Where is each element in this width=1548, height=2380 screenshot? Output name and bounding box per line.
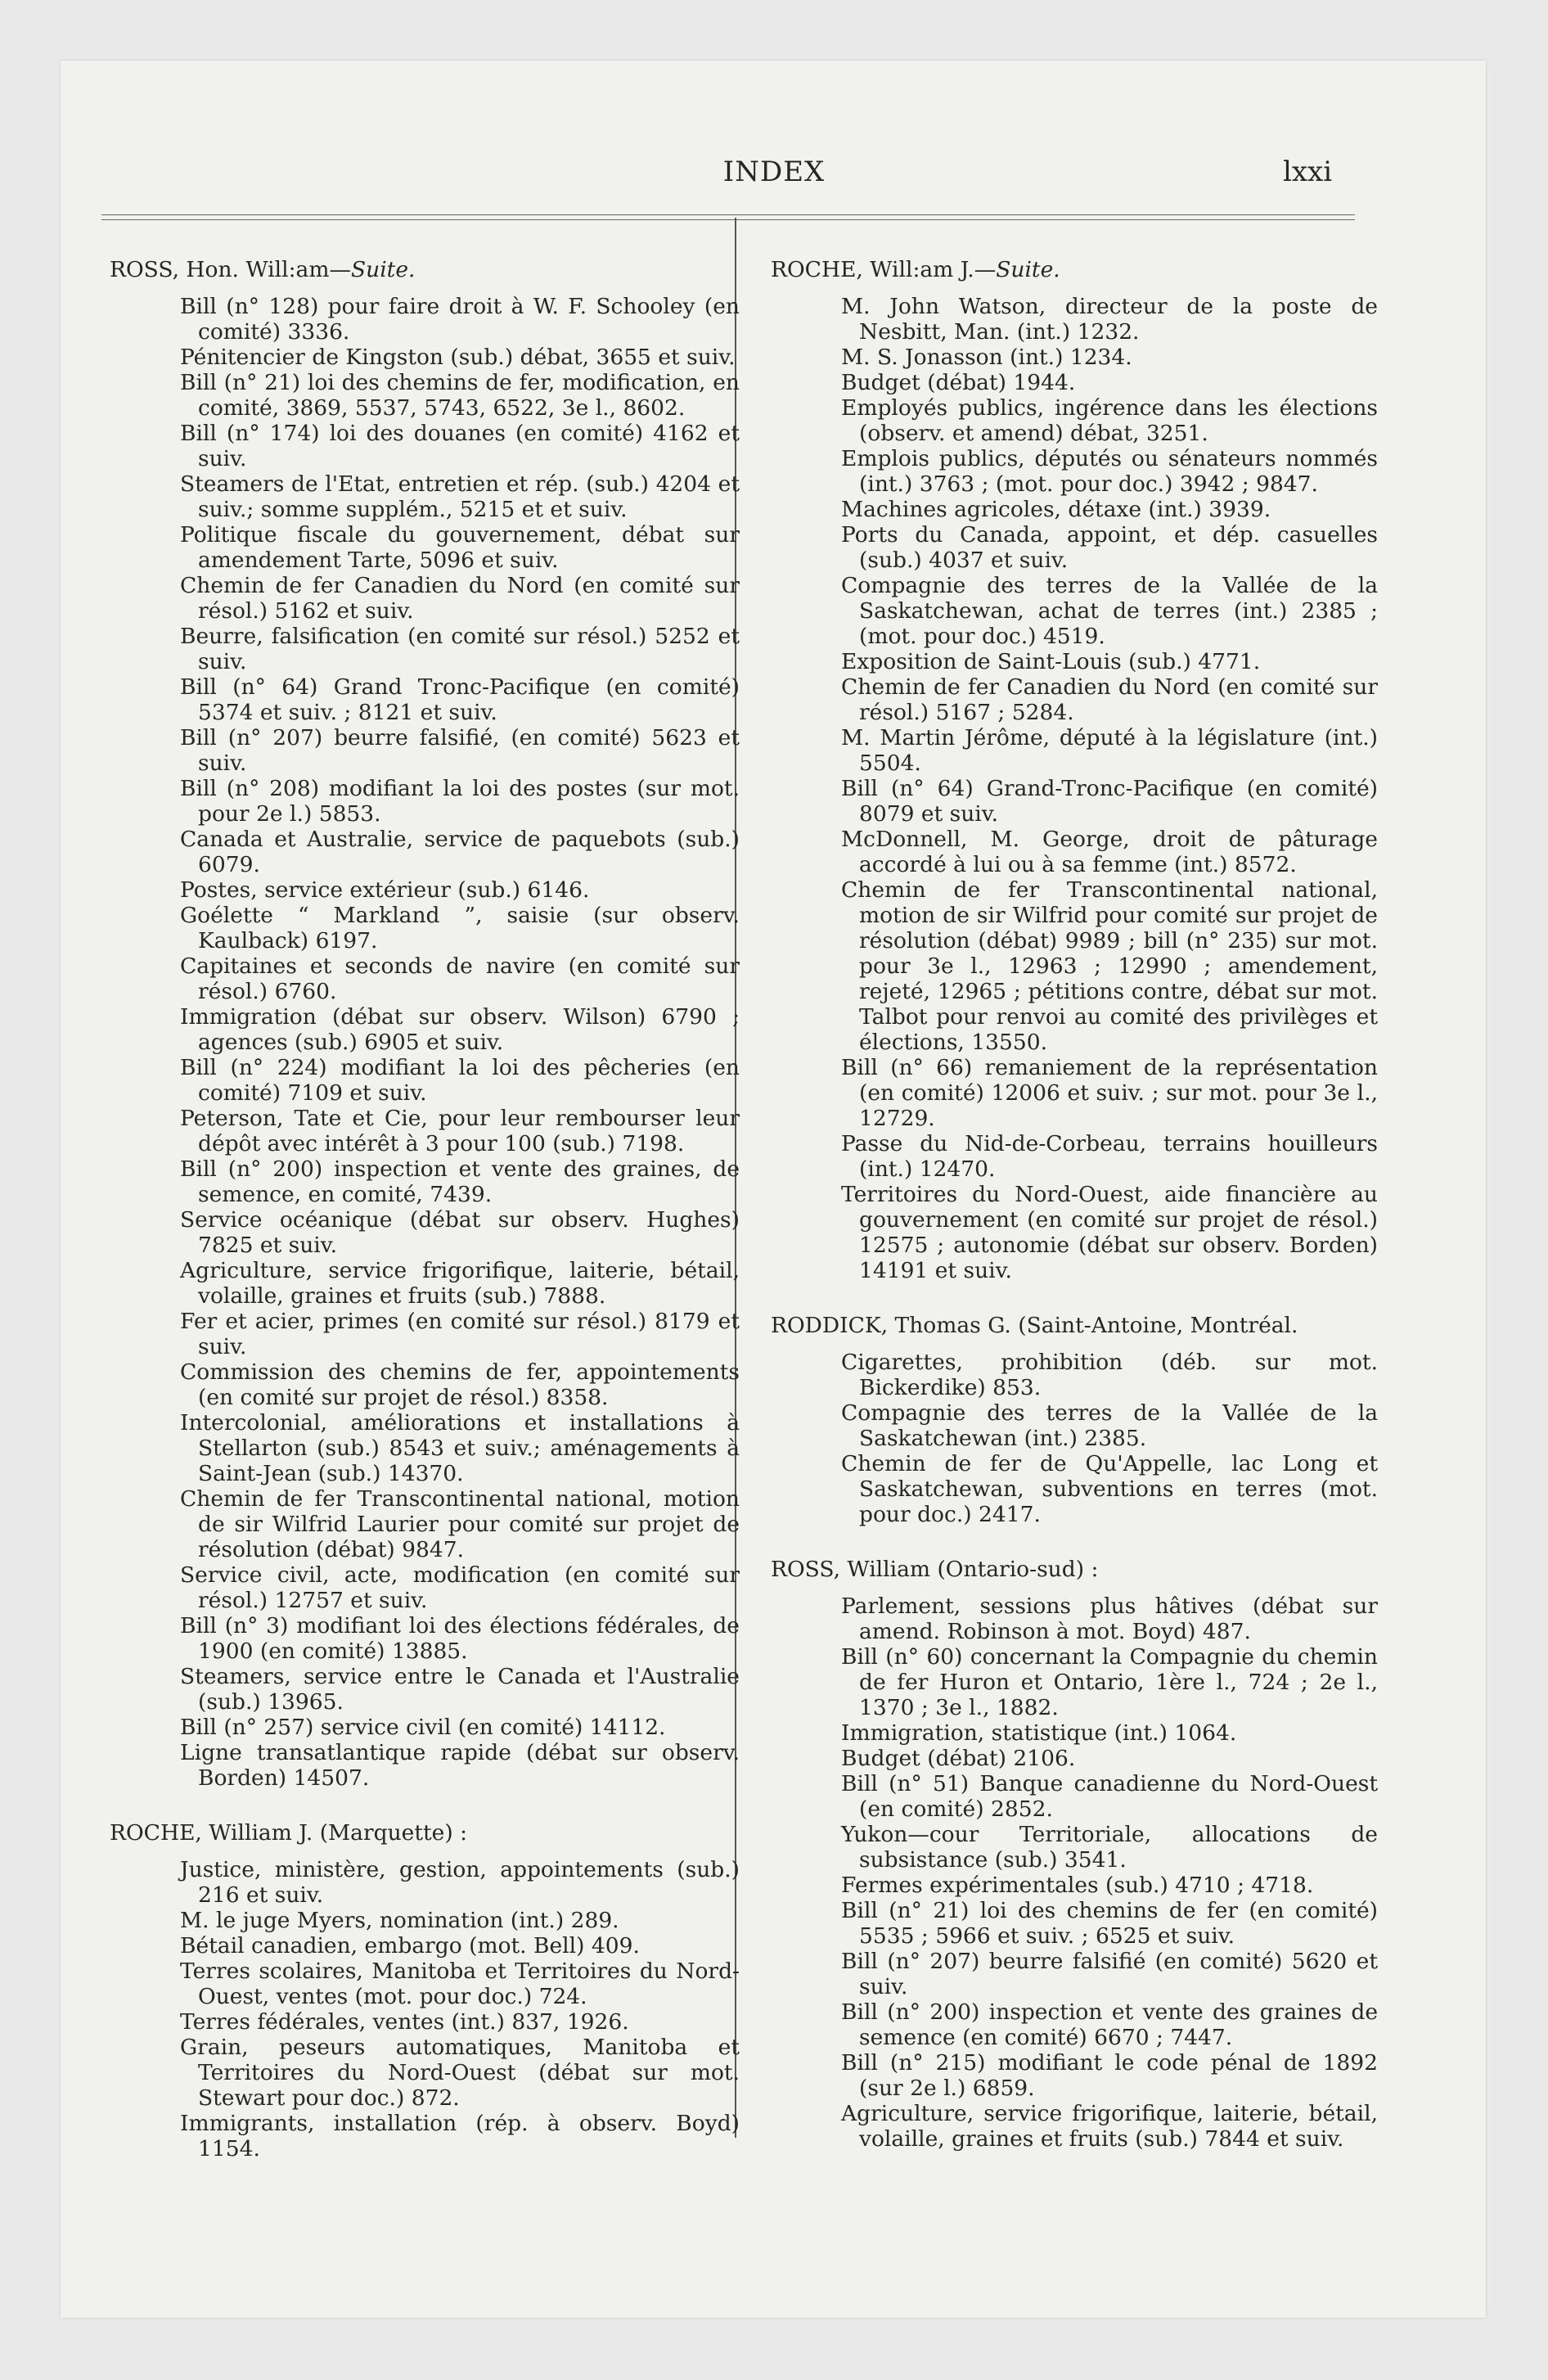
index-entry: Chemin de fer Canadien du Nord (en comité sur résol.) 5167 ; 5284. (841, 674, 1378, 725)
index-entry: Bill (n° 21) loi des chemins de fer, modification, en comité, 3869, 5537, 5743, 6522, 3e l., 8602. (180, 370, 740, 421)
index-entry: Bill (n° 66) remaniement de la représentation (en comité) 12006 et suiv. ; sur mot. pour 3e l., 12729. (841, 1055, 1378, 1131)
heading-name: RODDICK, Thomas G. (Saint-Antoine, Montréal. (771, 1313, 1298, 1338)
index-entry: McDonnell, M. George, droit de pâturage accordé à lui ou à sa femme (int.) 8572. (841, 827, 1378, 877)
entry-list (110, 294, 740, 1791)
heading-name: ROSS, William (Ontario-sud) : (771, 1557, 1099, 1582)
index-entry: Chemin de fer Transcontinental national, motion de sir Wilfrid pour comité sur projet de résolution (débat) 9989 ; bill (n° 235) sur mot. pour 3e l., 12963 ; 12990 ; amendement, rejeté, 12965 ; pétitions contre, débat sur mot. Talbot pour renvoi au comité des privilèges et élections, 13550. (841, 877, 1378, 1055)
entry-list (110, 1857, 740, 2161)
index-entry: Bill (n° 51) Banque canadienne du Nord-Ouest (en comité) 2852. (841, 1771, 1378, 1822)
index-entry: Compagnie des terres de la Vallée de la Saskatchewan, achat de terres (int.) 2385 ; (mot. pour doc.) 4519. (841, 573, 1378, 649)
index-entry: Goélette “ Markland ”, saisie (sur observ. Kaulback) 6197. (180, 903, 740, 953)
index-heading (771, 1557, 1378, 1582)
index-entry: Bill (n° 224) modifiant la loi des pêcheries (en comité) 7109 et suiv. (180, 1055, 740, 1106)
index-heading: ROCHE, Will:am J.—Suite. (771, 257, 1060, 282)
heading-name: ROCHE, William J. (Marquette) : (110, 1820, 468, 1846)
index-entry: Bill (n° 257) service civil (en comité) 14112. (180, 1715, 666, 1740)
index-entry: Chemin de fer Canadien du Nord (en comité sur résol.) 5162 et suiv. (180, 573, 740, 624)
index-entry: Employés publics, ingérence dans les élections (observ. et amend) débat, 3251. (841, 395, 1378, 446)
index-entry: Agriculture, service frigorifique, laiterie, bétail, volaille, graines et fruits (sub.) 7844 et suiv. (841, 2101, 1378, 2152)
index-entry: Passe du Nid-de-Corbeau, terrains houilleurs (int.) 12470. (841, 1131, 1378, 1182)
index-entry: Capitaines et seconds de navire (en comité sur résol.) 6760. (180, 953, 740, 1004)
index-entry: Bill (n° 207) beurre falsifié, (en comité) 5623 et suiv. (180, 725, 740, 776)
index-entry: Budget (débat) 1944. (841, 370, 1076, 395)
index-entry: Canada et Australie, service de paquebots (sub.) 6079. (180, 827, 740, 877)
index-entry: Bill (n° 174) loi des douanes (en comité) 4162 et suiv. (180, 421, 740, 471)
entry-list (771, 1593, 1378, 2152)
index-entry: Service civil, acte, modification (en comité sur résol.) 12757 et suiv. (180, 1562, 740, 1613)
index-entry: Yukon—cour Territoriale, allocations de subsistance (sub.) 3541. (841, 1822, 1378, 1873)
index-entry: Terres fédérales, ventes (int.) 837, 1926. (180, 2009, 629, 2035)
index-entry: Justice, ministère, gestion, appointements (sub.) 216 et suiv. (180, 1857, 740, 1908)
heading-suffix: Suite. (996, 257, 1060, 282)
index-entry: Bill (n° 207) beurre falsifié (en comité) 5620 et suiv. (841, 1949, 1378, 1999)
index-entry: Machines agricoles, détaxe (int.) 3939. (841, 497, 1271, 522)
index-entry: Postes, service extérieur (sub.) 6146. (180, 877, 590, 903)
index-entry: Intercolonial, améliorations et installations à Stellarton (sub.) 8543 et suiv.; aménagements à Saint-Jean (sub.) 14370. (180, 1410, 740, 1486)
index-heading: ROSS, Hon. Will:am—Suite. (110, 257, 416, 282)
index-entry: Bétail canadien, embargo (mot. Bell) 409. (180, 1933, 640, 1959)
index-entry: Fermes expérimentales (sub.) 4710 ; 4718. (841, 1873, 1314, 1898)
page-number: lxxi (1283, 156, 1333, 188)
index-entry: Ports du Canada, appoint, et dép. casuelles (sub.) 4037 et suiv. (841, 522, 1378, 573)
index-heading (110, 1820, 740, 1846)
index-entry: Bill (n° 208) modifiant la loi des postes (sur mot. pour 2e l.) 5853. (180, 776, 740, 827)
index-heading (771, 1313, 1378, 1338)
index-entry: Budget (débat) 2106. (841, 1746, 1076, 1771)
header-rule (101, 214, 1355, 220)
heading-suffix: Suite. (350, 257, 416, 282)
index-entry: Bill (n° 64) Grand-Tronc-Pacifique (en comité) 8079 et suiv. (841, 776, 1378, 827)
index-entry: Chemin de fer de Qu'Appelle, lac Long et Saskatchewan, subventions en terres (mot. pour doc.) 2417. (841, 1451, 1378, 1527)
index-entry: Service océanique (débat sur observ. Hughes) 7825 et suiv. (180, 1207, 740, 1258)
heading-name: ROSS, Hon. Will:am (110, 257, 330, 282)
index-entry: Parlement, sessions plus hâtives (débat sur amend. Robinson à mot. Boyd) 487. (841, 1593, 1378, 1644)
index-entry: M. le juge Myers, nomination (int.) 289. (180, 1908, 619, 1933)
index-entry: Bill (n° 60) concernant la Compagnie du chemin de fer Huron et Ontario, 1ère l., 724 ; 2e l., 1370 ; 3e l., 1882. (841, 1644, 1378, 1720)
index-entry: Bill (n° 215) modifiant le code pénal de 1892 (sur 2e l.) 6859. (841, 2050, 1378, 2101)
index-entry: Bill (n° 64) Grand Tronc-Pacifique (en comité) 5374 et suiv. ; 8121 et suiv. (180, 674, 740, 725)
page-title: INDEX (722, 156, 826, 188)
index-entry: Steamers, service entre le Canada et l'Australie (sub.) 13965. (180, 1664, 740, 1715)
index-entry: Immigrants, installation (rép. à observ. Boyd) 1154. (180, 2111, 740, 2161)
index-entry: Terres scolaires, Manitoba et Territoires du Nord-Ouest, ventes (mot. pour doc.) 724. (180, 1959, 740, 2009)
index-entry: Agriculture, service frigorifique, laiterie, bétail, volaille, graines et fruits (sub.) 7888. (180, 1258, 740, 1309)
left-column (110, 257, 740, 2161)
entry-list (771, 294, 1378, 1283)
index-entry: Compagnie des terres de la Vallée de la Saskatchewan (int.) 2385. (841, 1400, 1378, 1451)
index-entry: Cigarettes, prohibition (déb. sur mot. Bickerdike) 853. (841, 1350, 1378, 1400)
index-entry: Bill (n° 3) modifiant loi des élections fédérales, de 1900 (en comité) 13885. (180, 1613, 740, 1664)
heading-name: ROCHE, Will:am J. (771, 257, 974, 282)
index-entry: Immigration, statistique (int.) 1064. (841, 1720, 1237, 1746)
index-entry: Pénitencier de Kingston (sub.) débat, 3655 et suiv. (180, 345, 736, 370)
index-entry: Grain, peseurs automatiques, Manitoba et Territoires du Nord-Ouest (débat sur mot. Stewart pour doc.) 872. (180, 2035, 740, 2111)
index-entry: Fer et acier, primes (en comité sur résol.) 8179 et suiv. (180, 1309, 740, 1359)
index-entry: Steamers de l'Etat, entretien et rép. (sub.) 4204 et suiv.; somme supplém., 5215 et et suiv. (180, 471, 740, 522)
index-entry: M. John Watson, directeur de la poste de Nesbitt, Man. (int.) 1232. (841, 294, 1378, 345)
index-entry: Emplois publics, députés ou sénateurs nommés (int.) 3763 ; (mot. pour doc.) 3942 ; 9847. (841, 446, 1378, 497)
index-entry: Bill (n° 200) inspection et vente des graines, de semence, en comité, 7439. (180, 1156, 740, 1207)
index-entry: Bill (n° 200) inspection et vente des graines de semence (en comité) 6670 ; 7447. (841, 1999, 1378, 2050)
index-entry: Commission des chemins de fer, appointements (en comité sur projet de résol.) 8358. (180, 1359, 740, 1410)
index-entry: M. Martin Jérôme, député à la législature (int.) 5504. (841, 725, 1378, 776)
index-entry: Ligne transatlantique rapide (débat sur observ. Borden) 14507. (180, 1740, 740, 1791)
index-entry: Bill (n° 21) loi des chemins de fer (en comité) 5535 ; 5966 et suiv. ; 6525 et suiv. (841, 1898, 1378, 1949)
index-entry: Exposition de Saint-Louis (sub.) 4771. (841, 649, 1261, 674)
entry-list (771, 1350, 1378, 1527)
index-entry: Politique fiscale du gouvernement, débat sur amendement Tarte, 5096 et suiv. (180, 522, 740, 573)
index-entry: Peterson, Tate et Cie, pour leur rembourser leur dépôt avec intérêt à 3 pour 100 (sub.) 7198. (180, 1106, 740, 1156)
right-column (771, 257, 1378, 2152)
index-entry: Beurre, falsification (en comité sur résol.) 5252 et suiv. (180, 624, 740, 674)
index-entry: Bill (n° 128) pour faire droit à W. F. Schooley (en comité) 3336. (180, 294, 740, 345)
index-entry: Territoires du Nord-Ouest, aide financière au gouvernement (en comité sur projet de résol.) 12575 ; autonomie (débat sur observ. Borden) 14191 et suiv. (841, 1182, 1378, 1283)
index-entry: Immigration (débat sur observ. Wilson) 6790 ; agences (sub.) 6905 et suiv. (180, 1004, 740, 1055)
index-entry: M. S. Jonasson (int.) 1234. (841, 345, 1132, 370)
index-entry: Chemin de fer Transcontinental national, motion de sir Wilfrid Laurier pour comité sur projet de résolution (débat) 9847. (180, 1486, 740, 1562)
